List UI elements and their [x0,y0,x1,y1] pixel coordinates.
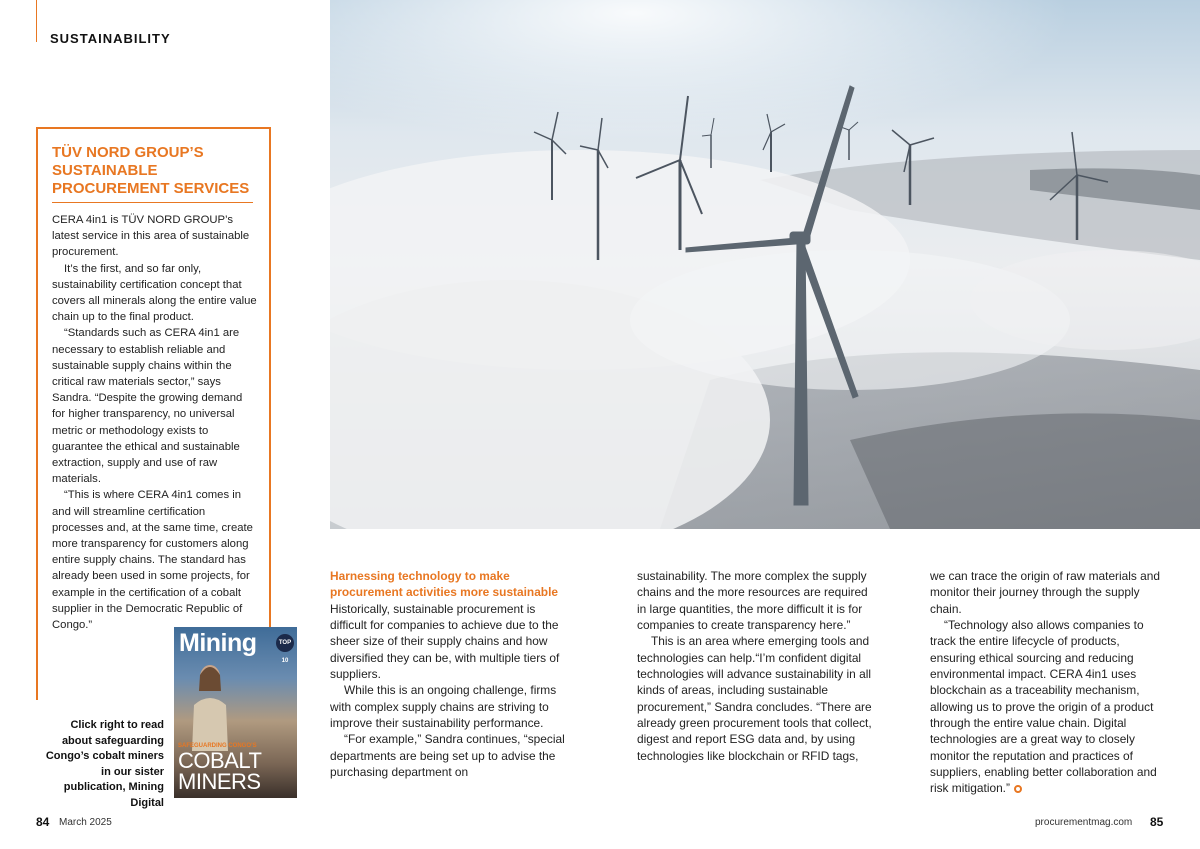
cover-headline: COBALT MINERS [178,748,261,794]
site-url[interactable]: procurementmag.com [1035,817,1133,828]
sidebar-paragraph: CERA 4in1 is TÜV NORD GROUP’s latest service in this area of sustainable procurement. [52,214,250,259]
sidebar-paragraph: It’s the first, and so far only, sustainability certification concept that covers all minerals along the entire value chain up to the final product. [52,262,257,324]
article-paragraph [930,617,1160,797]
article-paragraph: This is an area where emerging tools and technologies can help.“I’m confident digital technologies will advance sustainability in all kinds of areas, including sustainable procurement,” Sandra concludes. “There are already green procurement tools that collect, digest and report ESG data and, by using technologies like blockchain or RFID tags, [637,634,872,763]
sidebar-paragraph: “Standards such as CERA 4in1 are necessary to establish reliable and sustainable supply chains within the critical raw materials sector,” says Sandra. “Despite the growing demand for higher transparency, no universal metric or methodology exists to guarantee the ethical and sustainable extraction, supply and use of raw materials. [52,327,243,486]
page-number-left: 84 [36,815,50,829]
article-column-1 [330,568,570,780]
section-rule [36,0,37,42]
section-label: SUSTAINABILITY [50,31,171,46]
sidebar-paragraph: “This is where CERA 4in1 comes in and will streamline certification processes and, at the same time, create more transparency for customers along entire supply chains. The standard has already been used in some projects, for example in the certification of a cobalt supplier in the Democratic Republic of Congo.” [52,489,253,632]
cover-badge: TOP 10 [276,634,294,652]
article-subheading: Harnessing technology to make procurement activities more sustainable [330,569,558,600]
page-number-right: 85 [1150,815,1164,829]
wind-farm-photo [330,0,1200,529]
article-paragraph: “For example,” Sandra continues, “special departments are being set up to advise the purchasing department on [330,732,565,780]
sidebar-title-rule [52,202,253,203]
article-paragraph: we can trace the origin of raw materials and monitor their journey through the supply chain. [930,569,1160,616]
promo-caption: Click right to read about safeguarding Congo’s cobalt miners in our sister publication, Mining Digital [45,719,164,809]
cover-subtitle: SAFEGUARDING CONGO’S [178,743,257,749]
sidebar-text [52,212,257,633]
end-mark-icon [1014,785,1022,793]
article-paragraph: Historically, sustainable procurement is difficult for companies to achieve due to the sheer size of their supply chains and how diversified they can be, with multiple tiers of suppliers. [330,601,560,682]
article-column-2 [637,568,877,764]
magazine-cover-link[interactable] [174,627,297,798]
article-paragraph: sustainability. The more complex the supply chains and the more resources are required in large quantities, the more difficult it is for companies to create transparency here.” [637,569,868,633]
sidebar-title: TÜV NORD GROUP’S SUSTAINABLE PROCUREMENT SERVICES [52,144,250,197]
article-column-3 [930,568,1160,797]
article-paragraph: While this is an ongoing challenge, firms with complex supply chains are striving to improve their sustainability performance. [330,683,557,731]
cover-title: Mining [179,629,257,657]
article-final-text: “Technology also allows companies to track the entire lifecycle of products, ensuring ethical sourcing and reducing environmental impact. CERA 4in1 uses blockchain as a traceability mechanism, allowing us to prove the origin of a product through the entire value chain. Digital technologies are a great way to closely monitor the reputation and practices of suppliers, enabling better collaboration and risk mitigation.” [930,618,1157,796]
cover-person-image [188,661,232,751]
issue-date: March 2025 [59,817,112,828]
